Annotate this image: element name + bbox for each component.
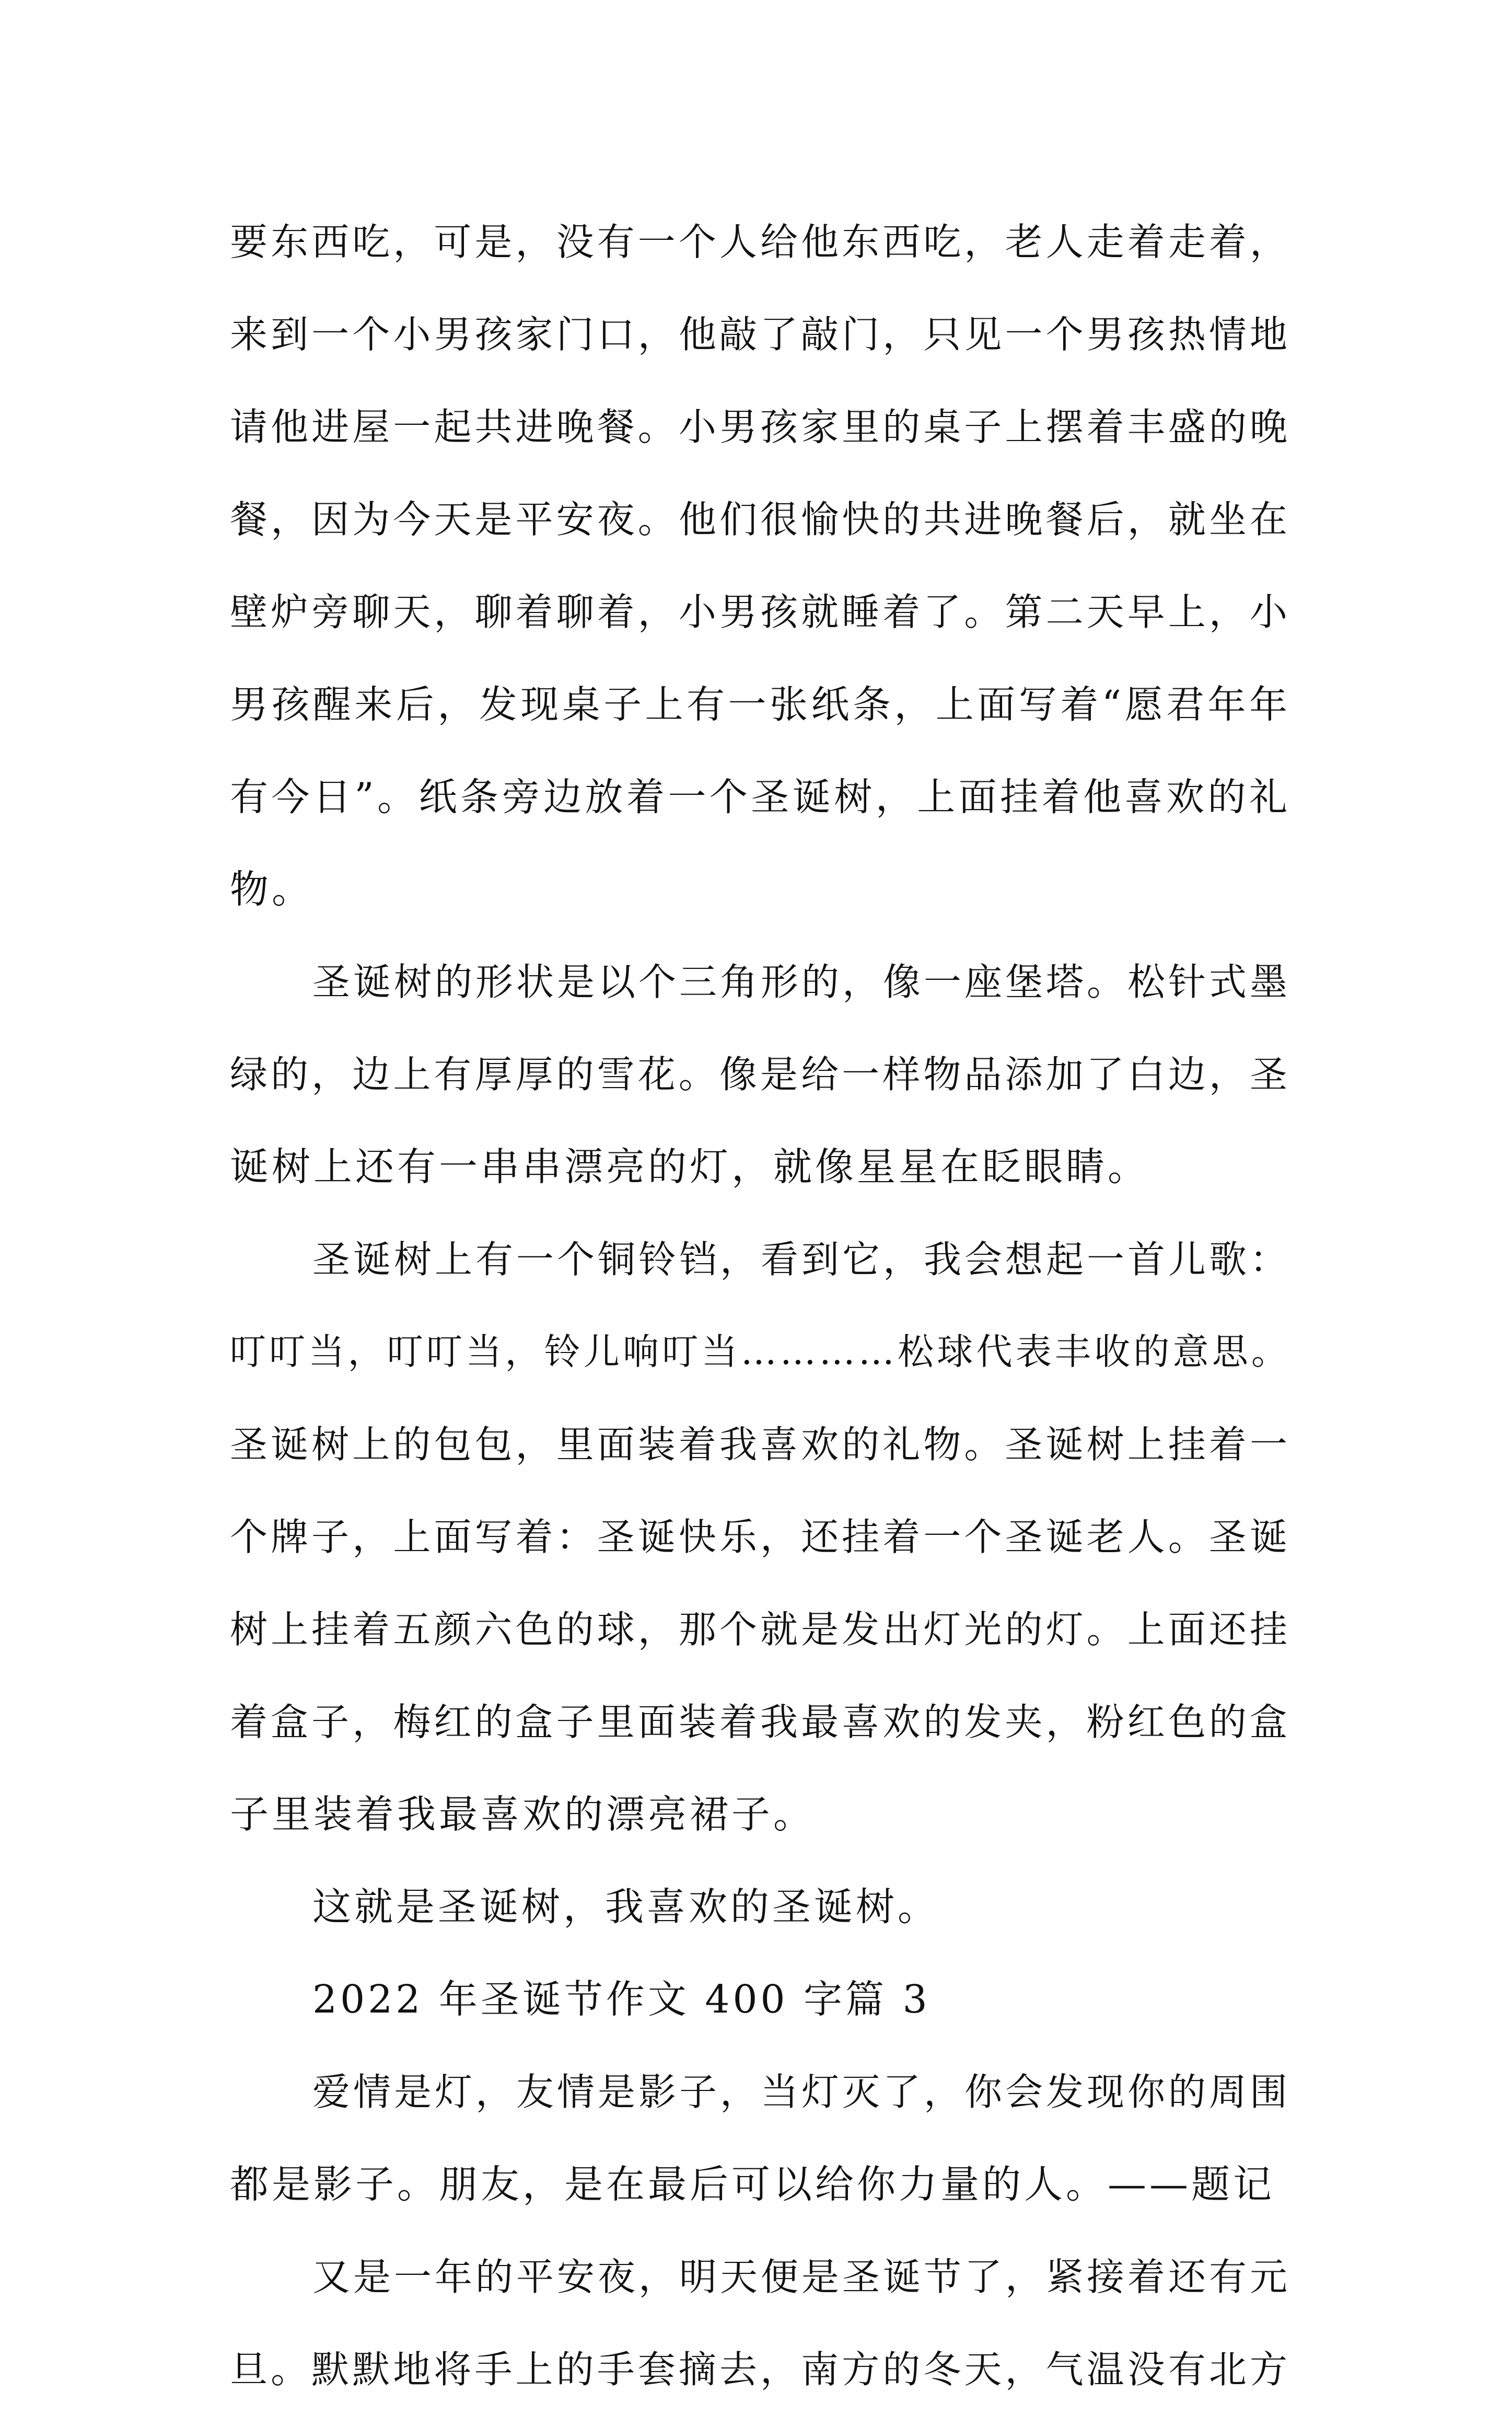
text-line: 树上挂着五颜六色的球，那个就是发出灯光的灯。上面还挂: [230, 1608, 1290, 1651]
text-line: 个牌子，上面写着：圣诞快乐，还挂着一个圣诞老人。圣诞: [230, 1515, 1290, 1559]
text-line: 这就是圣诞树，我喜欢的圣诞树。: [312, 1885, 939, 1929]
text-line: 着盒子，梅红的盒子里面装着我最喜欢的发夹，粉红色的盒: [230, 1700, 1290, 1744]
text-line: 圣诞树上的包包，里面装着我喜欢的礼物。圣诞树上挂着一: [230, 1423, 1290, 1466]
text-line: 诞树上还有一串串漂亮的灯，就像星星在眨眼睛。: [230, 1145, 1149, 1189]
text-line: 绿的，边上有厚厚的雪花。像是给一样物品添加了白边，圣: [230, 1053, 1290, 1096]
essay-text-block: [230, 196, 1290, 2416]
text-line: 壁炉旁聊天，聊着聊着，小男孩就睡着了。第二天早上，小: [230, 590, 1290, 634]
text-line: 餐，因为今天是平安夜。他们很愉快的共进晚餐后，就坐在: [230, 498, 1290, 541]
text-line: 旦。默默地将手上的手套摘去，南方的冬天，气温没有北方: [230, 2348, 1290, 2391]
text-line: 男孩醒来后，发现桌子上有一张纸条，上面写着“愿君年年: [230, 683, 1290, 727]
text-line: 有今日”。纸条旁边放着一个圣诞树，上面挂着他喜欢的礼: [230, 775, 1290, 819]
text-line: 2022 年圣诞节作文 400 字篇 3: [312, 1977, 931, 2022]
text-line: 来到一个小男孩家门口，他敲了敲门，只见一个男孩热情地: [230, 313, 1290, 356]
text-line: 圣诞树的形状是以个三角形的，像一座堡塔。松针式墨: [312, 960, 1291, 1004]
text-line: 请他进屋一起共进晚餐。小男孩家里的桌子上摆着丰盛的晚: [230, 405, 1290, 449]
text-line: 叮叮当，叮叮当，铃儿响叮当…………松球代表丰收的意思。: [230, 1331, 1290, 1373]
text-line: 都是影子。朋友，是在最后可以给你力量的人。——题记: [230, 2162, 1275, 2207]
text-line: 要东西吃，可是，没有一个人给他东西吃，老人走着走着，: [230, 220, 1290, 264]
text-line: 爱情是灯，友情是影子，当灯灭了，你会发现你的周围: [312, 2070, 1291, 2114]
text-line: 子里装着我最喜欢的漂亮裙子。: [230, 1792, 815, 1837]
text-line: 圣诞树上有一个铜铃铛，看到它，我会想起一首儿歌：: [312, 1238, 1291, 1281]
text-line: 物。: [230, 867, 313, 912]
text-line: 又是一年的平安夜，明天便是圣诞节了，紧接着还有元: [312, 2255, 1291, 2299]
